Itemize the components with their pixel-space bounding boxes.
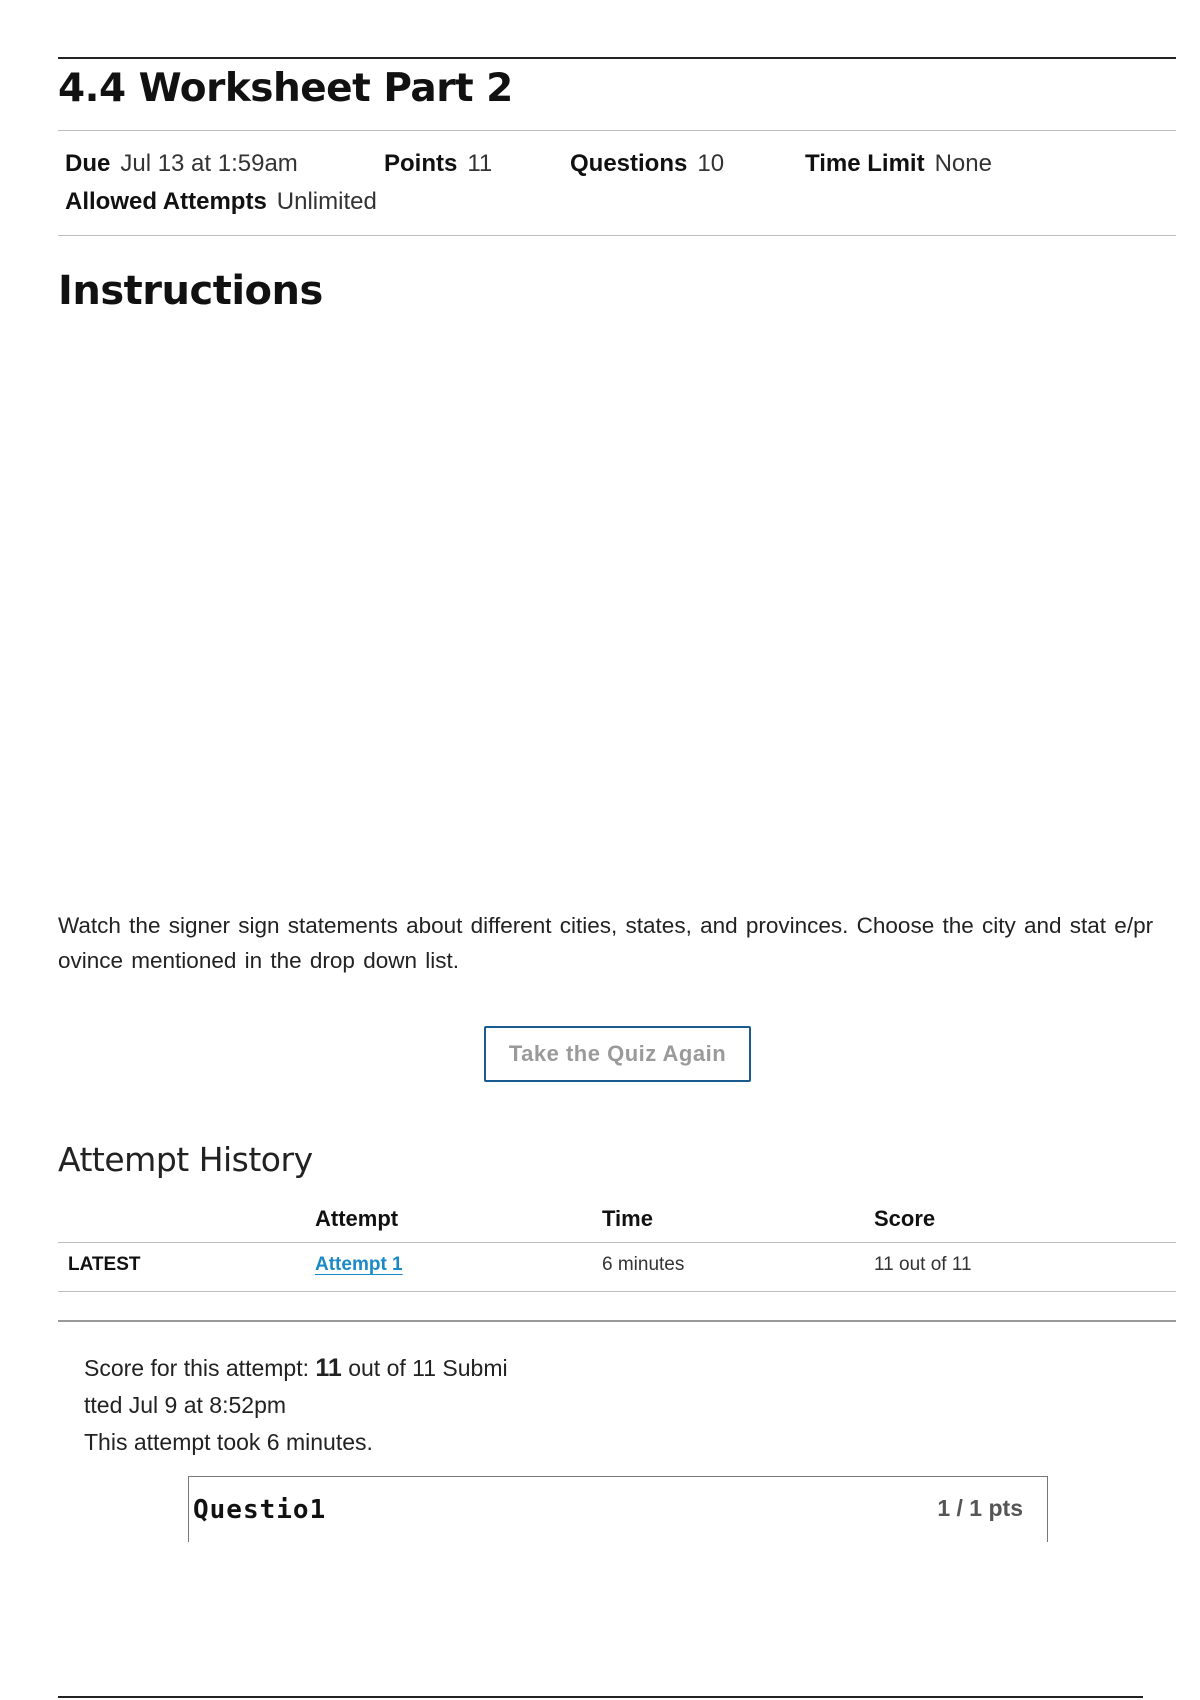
top-divider	[58, 57, 1176, 59]
question-title: Questio1	[193, 1495, 327, 1525]
due-label: Due	[65, 150, 111, 177]
attempt-section-divider	[58, 1320, 1176, 1322]
attempt-summary	[84, 1350, 508, 1461]
table-row-divider	[58, 1291, 1176, 1292]
column-header-score: Score	[874, 1206, 936, 1231]
question-card	[188, 1476, 1048, 1542]
attempt-1-link[interactable]: Attempt 1	[315, 1254, 403, 1275]
points-value: 11	[467, 150, 493, 177]
score-number: 11	[315, 1354, 342, 1382]
time-limit-value: None	[934, 150, 992, 177]
attempt-score: 11 out of 11	[874, 1254, 972, 1275]
allowed-attempts-label: Allowed Attempts	[65, 188, 267, 215]
allowed-attempts-value: Unlimited	[276, 188, 377, 215]
score-suffix: out of 11 Submi	[348, 1355, 508, 1381]
due-date	[65, 150, 298, 178]
score-prefix: Score for this attempt:	[84, 1355, 309, 1381]
latest-tag: LATEST	[68, 1254, 141, 1275]
attempt-link-cell	[315, 1254, 403, 1276]
bottom-divider	[58, 1696, 1143, 1698]
points-info	[384, 150, 492, 178]
questions-value: 10	[697, 150, 725, 177]
attempt-time: 6 minutes	[602, 1254, 685, 1275]
allowed-attempts-info	[65, 188, 377, 216]
take-quiz-again-button[interactable]: Take the Quiz Again	[484, 1026, 751, 1082]
questions-info	[570, 150, 724, 178]
instructions-text: Watch the signer sign statements about different cities, states, and provinces. Choose the city and stat e/province mentioned in the drop down list.	[58, 913, 1154, 973]
submitted-line: tted Jul 9 at 8:52pm	[84, 1392, 287, 1418]
attempt-history-heading: Attempt History	[58, 1140, 313, 1179]
column-header-attempt: Attempt	[315, 1206, 399, 1231]
time-limit-info	[805, 150, 992, 178]
time-limit-label: Time Limit	[805, 150, 925, 177]
due-value: Jul 13 at 1:59am	[120, 150, 298, 177]
title-divider	[58, 130, 1176, 131]
table-header-divider	[58, 1242, 1176, 1243]
points-label: Points	[384, 150, 458, 177]
meta-divider	[58, 235, 1176, 236]
quiz-title: 4.4 Worksheet Part 2	[58, 66, 513, 111]
score-line	[84, 1350, 508, 1387]
questions-label: Questions	[570, 150, 688, 177]
question-points: 1 / 1 pts	[937, 1495, 1023, 1521]
instructions-heading: Instructions	[58, 268, 323, 314]
duration-line: This attempt took 6 minutes.	[84, 1429, 373, 1455]
column-header-time: Time	[602, 1206, 653, 1231]
